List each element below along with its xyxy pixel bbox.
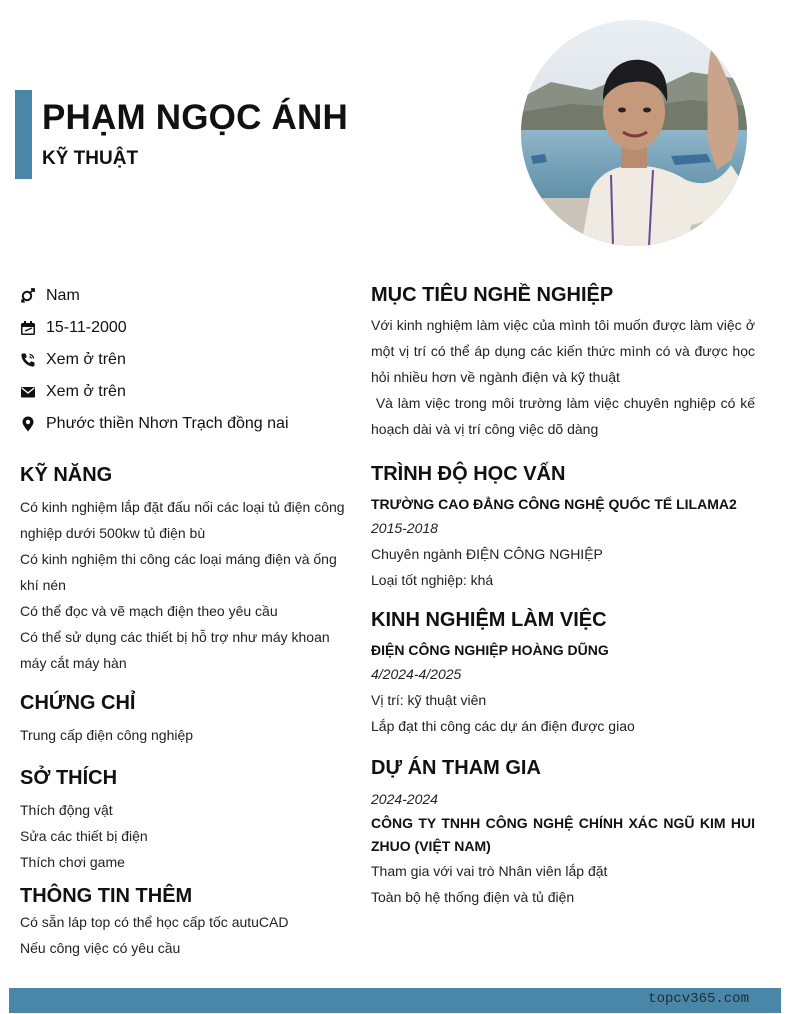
objective-paragraph: Với kinh nghiệm làm việc của mình tôi muốn được làm việc ở một vị trí có thể áp dụng các kiến thức mình có và được học hỏi nhiều hơn về ngành điện và kỹ thuật (371, 317, 755, 385)
more-info-item: Nếu công việc có yêu cầu (20, 940, 181, 956)
calendar-icon (20, 320, 36, 336)
more-info-item: Có sẵn láp top có thể học cấp tốc autuCAD (20, 914, 289, 930)
contact-birthday (20, 312, 345, 344)
certificates-list (20, 722, 345, 748)
skill-item: Có thể sử dụng các thiết bị hỗ trợ như máy khoan máy cắt máy hàn (20, 629, 330, 671)
hobby-item: Sửa các thiết bị điện (20, 828, 148, 844)
skill-item: Có kinh nghiệm thi công các loại máng điện và ống khí nén (20, 551, 337, 593)
project-period: 2024-2024 (371, 791, 438, 807)
education-title: TRÌNH ĐỘ HỌC VẤN (371, 463, 566, 485)
education-school: TRƯỜNG CAO ĐẲNG CÔNG NGHỆ QUỐC TẾ LILAMA2 (371, 496, 737, 512)
footer-bar (9, 988, 781, 1013)
location-icon (20, 416, 36, 432)
education-major: Chuyên ngành ĐIỆN CÔNG NGHIỆP (371, 546, 603, 562)
email-icon (20, 384, 36, 400)
contact-address (20, 408, 345, 440)
experience-description: Lắp đạt thi công các dự án điện được giao (371, 718, 635, 734)
education-grade: Loại tốt nghiệp: khá (371, 572, 494, 588)
project-company: CÔNG TY TNHH CÔNG NGHỆ CHÍNH XÁC NGŨ KIM HUI ZHUO (VIỆT NAM) (371, 815, 755, 854)
contact-email (20, 376, 345, 408)
project-description: Toàn bộ hệ thống điện và tủ điện (371, 889, 575, 905)
candidate-name: PHẠM NGỌC ÁNH (42, 98, 348, 137)
objective-title: MỤC TIÊU NGHỀ NGHIỆP (371, 284, 614, 306)
skill-item: Có kinh nghiệm lắp đặt đấu nối các loại tủ điện công nghiệp dưới 500kw tủ điện bù (20, 499, 345, 541)
contact-phone-value: Xem ở trên (46, 351, 126, 368)
experience-company: ĐIỆN CÔNG NGHIỆP HOÀNG DŨNG (371, 642, 609, 658)
phone-icon (20, 352, 36, 368)
projects-title: DỰ ÁN THAM GIA (371, 757, 541, 779)
contact-phone (20, 344, 345, 376)
education-body (371, 493, 755, 593)
gender-icon (20, 288, 36, 304)
right-column (371, 282, 759, 910)
name-accent-bar (15, 90, 32, 179)
objective-body (371, 312, 759, 442)
contact-email-value: Xem ở trên (46, 383, 126, 400)
certificates-title: CHỨNG CHỈ (20, 692, 136, 714)
objective-paragraph: Và làm việc trong môi trường làm việc chuyên nghiệp có kế hoạch dài và vị trí công việc dõ dàng (371, 395, 759, 437)
hobby-item: Thích động vật (20, 802, 113, 818)
more-info-list (20, 909, 345, 961)
project-role: Tham gia với vai trò Nhân viên lắp đặt (371, 863, 608, 879)
contact-gender-value: Nam (46, 287, 80, 304)
left-column (20, 280, 345, 961)
contact-birthday-value: 15-11-2000 (46, 319, 127, 336)
skills-title: KỸ NĂNG (20, 464, 113, 486)
skills-list (20, 494, 345, 676)
hobbies-list (20, 797, 345, 875)
footer-watermark: topcv365.com (648, 991, 749, 1007)
contact-gender (20, 280, 345, 312)
hobby-item: Thích chơi game (20, 854, 125, 870)
experience-title: KINH NGHIỆM LÀM VIỆC (371, 609, 607, 631)
experience-position: Vị trí: kỹ thuật viên (371, 692, 487, 708)
contact-address-value: Phước thiền Nhơn Trạch đồng nai (46, 415, 289, 432)
experience-body (371, 639, 755, 739)
more-info-title: THÔNG TIN THÊM (20, 885, 193, 907)
education-period: 2015-2018 (371, 520, 438, 536)
hobbies-title: SỞ THÍCH (20, 767, 118, 789)
skill-item: Có thể đọc và vẽ mạch điện theo yêu cầu (20, 603, 278, 619)
avatar (521, 20, 747, 246)
projects-body (371, 787, 755, 910)
experience-period: 4/2024-4/2025 (371, 666, 462, 682)
candidate-role: KỸ THUẬT (42, 148, 139, 169)
certificate-item: Trung cấp điện công nghiệp (20, 727, 194, 743)
